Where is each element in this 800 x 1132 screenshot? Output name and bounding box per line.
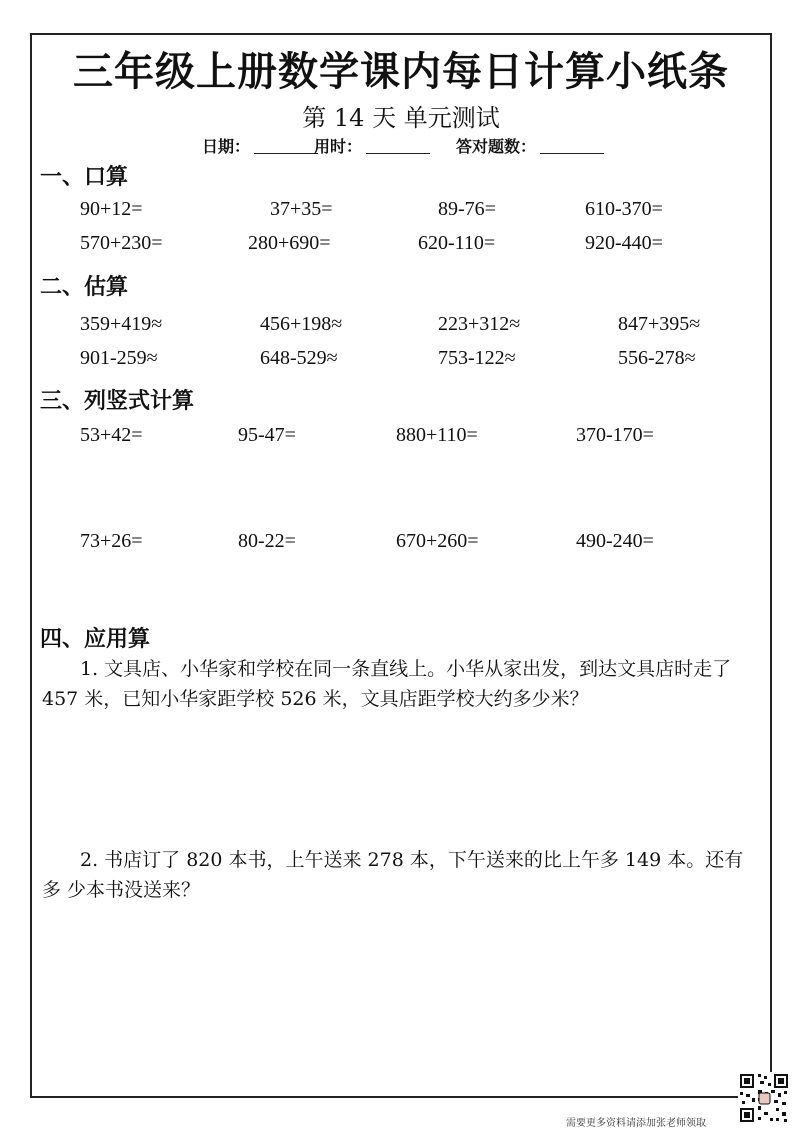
footer-note: 需要更多资料请添加张老师领取 xyxy=(566,1118,706,1129)
vertical-problem: 80-22= xyxy=(238,530,296,552)
estimate-problem: 456+198≈ xyxy=(260,313,343,335)
worksheet-border xyxy=(30,33,772,1098)
mental-problem: 610-370= xyxy=(585,198,663,220)
vertical-problem: 370-170= xyxy=(576,424,654,446)
mental-problem: 280+690= xyxy=(248,232,331,254)
time-label: 用时： xyxy=(314,137,363,156)
vertical-problem: 53+42= xyxy=(80,424,143,446)
vertical-problem: 880+110= xyxy=(396,424,478,446)
vertical-problem: 73+26= xyxy=(80,530,143,552)
time-blank[interactable] xyxy=(366,137,430,154)
worksheet-subtitle: 第 14 天 单元测试 xyxy=(302,104,500,132)
mental-problem: 89-76= xyxy=(438,198,496,220)
section-vertical-heading: 三、列竖式计算 xyxy=(40,388,195,414)
estimate-problem: 901-259≈ xyxy=(80,347,158,369)
estimate-problem: 753-122≈ xyxy=(438,347,516,369)
estimate-problem: 847+395≈ xyxy=(618,313,701,335)
correct-count-blank[interactable] xyxy=(540,137,604,154)
worksheet-title: 三年级上册数学课内每日计算小纸条 xyxy=(73,48,729,95)
mental-problem: 920-440= xyxy=(585,232,663,254)
word-problem-1-text: 1. 文具店、小华家和学校在同一条直线上。小华从家出发，到达文具店时走了 457 米，已知小华家距学校 526 米，文具店距学校大约多少米？ xyxy=(42,658,732,710)
correct-count-field xyxy=(456,134,604,157)
mental-problem: 570+230= xyxy=(80,232,163,254)
estimate-problem: 648-529≈ xyxy=(260,347,338,369)
mental-problem: 620-110= xyxy=(418,232,496,254)
vertical-problem: 670+260= xyxy=(396,530,479,552)
word-problem-2 xyxy=(42,845,754,905)
mental-problem: 90+12= xyxy=(80,198,143,220)
word-problem-1 xyxy=(42,654,754,714)
vertical-problem: 490-240= xyxy=(576,530,654,552)
section-applied-heading: 四、应用算 xyxy=(40,626,151,652)
estimate-problem: 359+419≈ xyxy=(80,313,163,335)
date-field xyxy=(202,134,318,157)
date-blank[interactable] xyxy=(254,137,318,154)
time-field xyxy=(314,134,430,157)
mental-problem: 37+35= xyxy=(270,198,333,220)
section-mental-heading: 一、口算 xyxy=(40,164,129,190)
correct-count-label: 答对题数： xyxy=(456,137,537,156)
vertical-problem: 95-47= xyxy=(238,424,296,446)
estimate-problem: 223+312≈ xyxy=(438,313,521,335)
section-estimate-heading: 二、估算 xyxy=(40,274,129,300)
qr-code-icon xyxy=(738,1072,790,1124)
date-label: 日期： xyxy=(202,137,251,156)
word-problem-2-text: 2. 书店订了 820 本书，上午送来 278 本，下午送来的比上午多 149 本。还有多 少本书没送来？ xyxy=(42,849,744,901)
estimate-problem: 556-278≈ xyxy=(618,347,696,369)
